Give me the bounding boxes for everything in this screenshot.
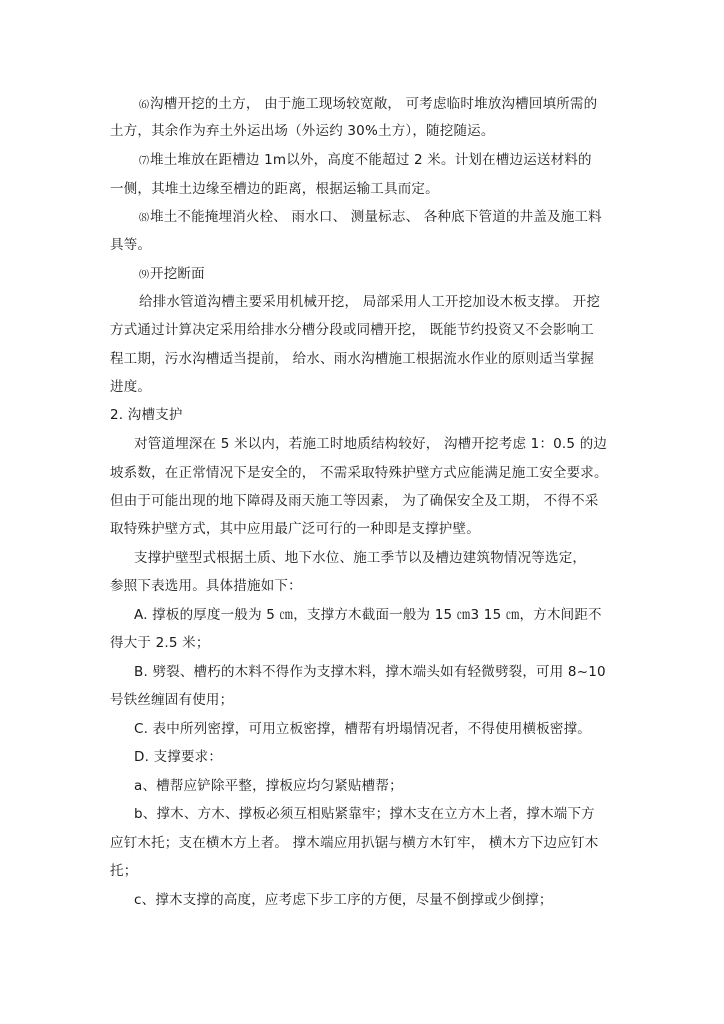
line-text: 但由于可能出现的地下障碍及雨天施工等因素， 为了确保安全及工期， 不得不采	[110, 493, 599, 509]
line-text: 坡系数，在正常情况下是安全的， 不需采取特殊护壁方式应能满足施工安全要求。	[110, 465, 608, 481]
paragraph-line	[134, 434, 607, 454]
line-text: 开挖断面	[150, 266, 205, 282]
line-text: c、撑木支撑的高度，应考虑下步工序的方便，尽量不倒撑或少倒撑；	[134, 892, 553, 908]
line-text: 进度。	[110, 379, 152, 395]
paragraph-line	[134, 662, 606, 682]
paragraph-line	[110, 121, 495, 141]
line-text: 取特殊护壁方式，其中应用最广泛可行的一种即是支撑护壁。	[110, 521, 480, 537]
line-text: 堆土不能掩埋消火栓、 雨水口、 测量标志、 各种底下管道的井盖及施工料	[150, 209, 602, 225]
line-text: a、槽帮应铲除平整，撑板应均匀紧贴槽帮；	[134, 778, 403, 794]
line-text: 给排水管道沟槽主要采用机械开挖， 局部采用人工开挖加设木板支撑。 开挖	[139, 294, 601, 310]
paragraph-line	[110, 377, 151, 397]
line-text: C. 表中所列密撑，可用立板密撑，槽帮有坍塌情况者，不得使用横板密撑。	[134, 721, 592, 737]
paragraph-line	[134, 605, 602, 625]
paragraph-line	[134, 719, 591, 739]
line-text: A. 撑板的厚度一般为 5 ㎝，支撑方木截面一般为 15 ㎝3 15 ㎝，方木间距不	[134, 607, 602, 623]
paragraph-line	[110, 519, 480, 539]
line-text: 对管道埋深在 5 米以内，若施工时地质结构较好， 沟槽开挖考虑 1：0.5 的边	[134, 436, 608, 452]
line-text: D. 支撑要求：	[134, 749, 223, 765]
paragraph-line	[110, 463, 608, 483]
list-marker: ⑹	[139, 100, 149, 111]
list-marker: ⑻	[139, 213, 149, 224]
line-text: 号铁丝缠固有使用；	[110, 692, 234, 708]
line-text: 一侧，其堆土边缘至槽边的距离，根据运输工具而定。	[110, 181, 439, 197]
paragraph-line	[134, 776, 403, 796]
line-text: 参照下表选用。具体措施如下：	[110, 578, 302, 594]
paragraph-line	[139, 264, 205, 286]
paragraph-line	[110, 633, 210, 653]
paragraph-line	[110, 491, 598, 511]
paragraph-line	[110, 576, 302, 596]
paragraph-line	[110, 235, 151, 255]
paragraph-line	[110, 833, 598, 853]
paragraph-line	[139, 207, 602, 229]
paragraph-line	[134, 804, 595, 824]
paragraph-line	[134, 548, 586, 568]
line-text: 具等。	[110, 237, 152, 253]
line-text: 托；	[110, 863, 138, 879]
line-text: 土方，其余作为弃土外运出场（外运约 30%土方），随挖随运。	[110, 123, 495, 139]
paragraph-line	[110, 690, 233, 710]
paragraph-line	[110, 320, 594, 340]
line-text: 支撑护壁型式根据土质、地下水位、施工季节以及槽边建筑物情况等选定，	[134, 550, 587, 566]
paragraph-line	[139, 150, 592, 172]
line-text: 得大于 2.5 米；	[110, 635, 210, 651]
line-text: b、撑木、方木、撑板必须互相贴紧靠牢；撑木支在立方木上者，撑木端下方	[134, 806, 595, 822]
line-text: 堆土堆放在距槽边 1m以外，高度不能超过 2 米。计划在槽边运送材料的	[150, 152, 592, 168]
paragraph-line	[134, 747, 222, 767]
paragraph-line	[139, 94, 597, 116]
line-text: 程工期，污水沟槽适当提前， 给水、雨水沟槽施工根据流水作业的原则适当掌握	[110, 351, 594, 367]
line-text: 应钉木托；支在横木方上者。 撑木端应用扒锯与横方木钉牢， 横木方下边应钉木	[110, 835, 599, 851]
paragraph-line	[110, 349, 594, 369]
list-marker: ⑺	[139, 156, 149, 167]
line-text: B. 劈裂、槽朽的木料不得作为支撑木料，撑木端头如有轻微劈裂，可用 8~10	[134, 664, 606, 680]
paragraph-line	[139, 292, 600, 312]
section-heading	[110, 405, 183, 425]
paragraph-line	[110, 179, 439, 199]
line-text: 2. 沟槽支护	[110, 407, 183, 423]
paragraph-line	[134, 890, 553, 910]
line-text: 方式通过计算决定采用给排水分槽分段或同槽开挖， 既能节约投资又不会影响工	[110, 322, 594, 338]
list-marker: ⑼	[139, 270, 149, 281]
paragraph-line	[110, 861, 137, 881]
line-text: 沟槽开挖的土方， 由于施工现场较宽敞， 可考虑临时堆放沟槽回填所需的	[150, 96, 598, 112]
